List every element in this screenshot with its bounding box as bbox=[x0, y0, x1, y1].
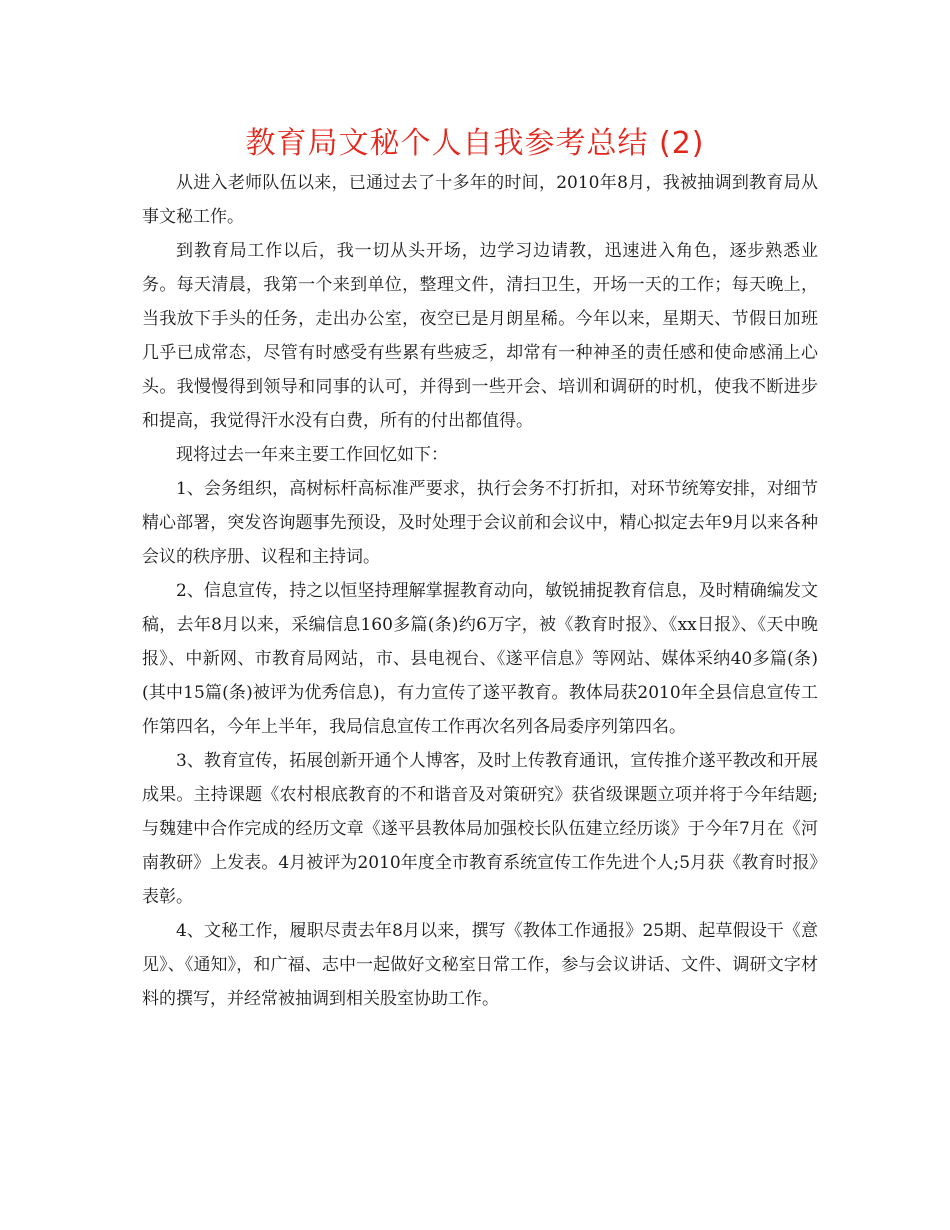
paragraph-education-publicity: 3、教育宣传，拓展创新开通个人博客，及时上传教育通讯，宣传推介遂平教改和开展成果。主持课题《农村根底教育的不和谐音及对策研究》获省级课题立项并将于今年结题;与魏建中合作完成的经历文章《遂平县教体局加强校长队伍建立经历谈》于今年7月在《河南教研》上发表。4月被评为2010年度全市教育系统宣传工作先进个人;5月获《教育时报》表彰。 bbox=[142, 751, 818, 907]
paragraph-work-experience: 到教育局工作以后，我一切从头开场，边学习边请教，迅速进入角色，逐步熟悉业务。每天清晨，我第一个来到单位，整理文件，清扫卫生，开场一天的工作；每天晚上，当我放下手头的任务，走出办公室，夜空已是月朗星稀。今年以来，星期天、节假日加班几乎已成常态，尽管有时感受有些累有些疲乏，却常有一种神圣的责任感和使命感涌上心头。我慢慢得到领导和同事的认可，并得到一些开会、培训和调研的时机，使我不断进步和提高，我觉得汗水没有白费，所有的付出都值得。 bbox=[142, 241, 818, 431]
paragraph-information-publicity: 2、信息宣传，持之以恒坚持理解掌握教育动向，敏锐捕捉教育信息，及时精确编发文稿，去年8月以来，采编信息160多篇(条)约6万字，被《教育时报》、《xx日报》、《天中晚报》、中新网、市教育局网站，市、县电视台、《遂平信息》等网站、媒体采纳40多篇(条)(其中15篇(条)被评为优秀信息)，有力宣传了遂平教育。教体局获2010年全县信息宣传工作第四名，今年上半年，我局信息宣传工作再次名列各局委序列第四名。 bbox=[142, 581, 818, 737]
paragraph-review-lead: 现将过去一年来主要工作回忆如下： bbox=[176, 445, 448, 465]
paragraph-intro: 从进入老师队伍以来，已通过去了十多年的时间，2010年8月，我被抽调到教育局从事文秘工作。 bbox=[142, 173, 818, 227]
paragraph-meeting-organization: 1、会务组织，高树标杆高标准严要求，执行会务不打折扣，对环节统筹安排，对细节精心部署，突发咨询题事先预设，及时处理于会议前和会议中，精心拟定去年9月以来各种会议的秩序册、议程和主持词。 bbox=[142, 479, 818, 567]
document-title: 教育局文秘个人自我参考总结 (2) bbox=[245, 126, 705, 161]
paragraph-secretarial-work: 4、文秘工作，履职尽责去年8月以来，撰写《教体工作通报》25期、起草假设干《意见》、《通知》，和广福、志中一起做好文秘室日常工作，参与会议讲话、文件、调研文字材料的撰写，并经常被抽调到相关股室协助工作。 bbox=[142, 921, 818, 1009]
document-body bbox=[142, 166, 818, 1016]
